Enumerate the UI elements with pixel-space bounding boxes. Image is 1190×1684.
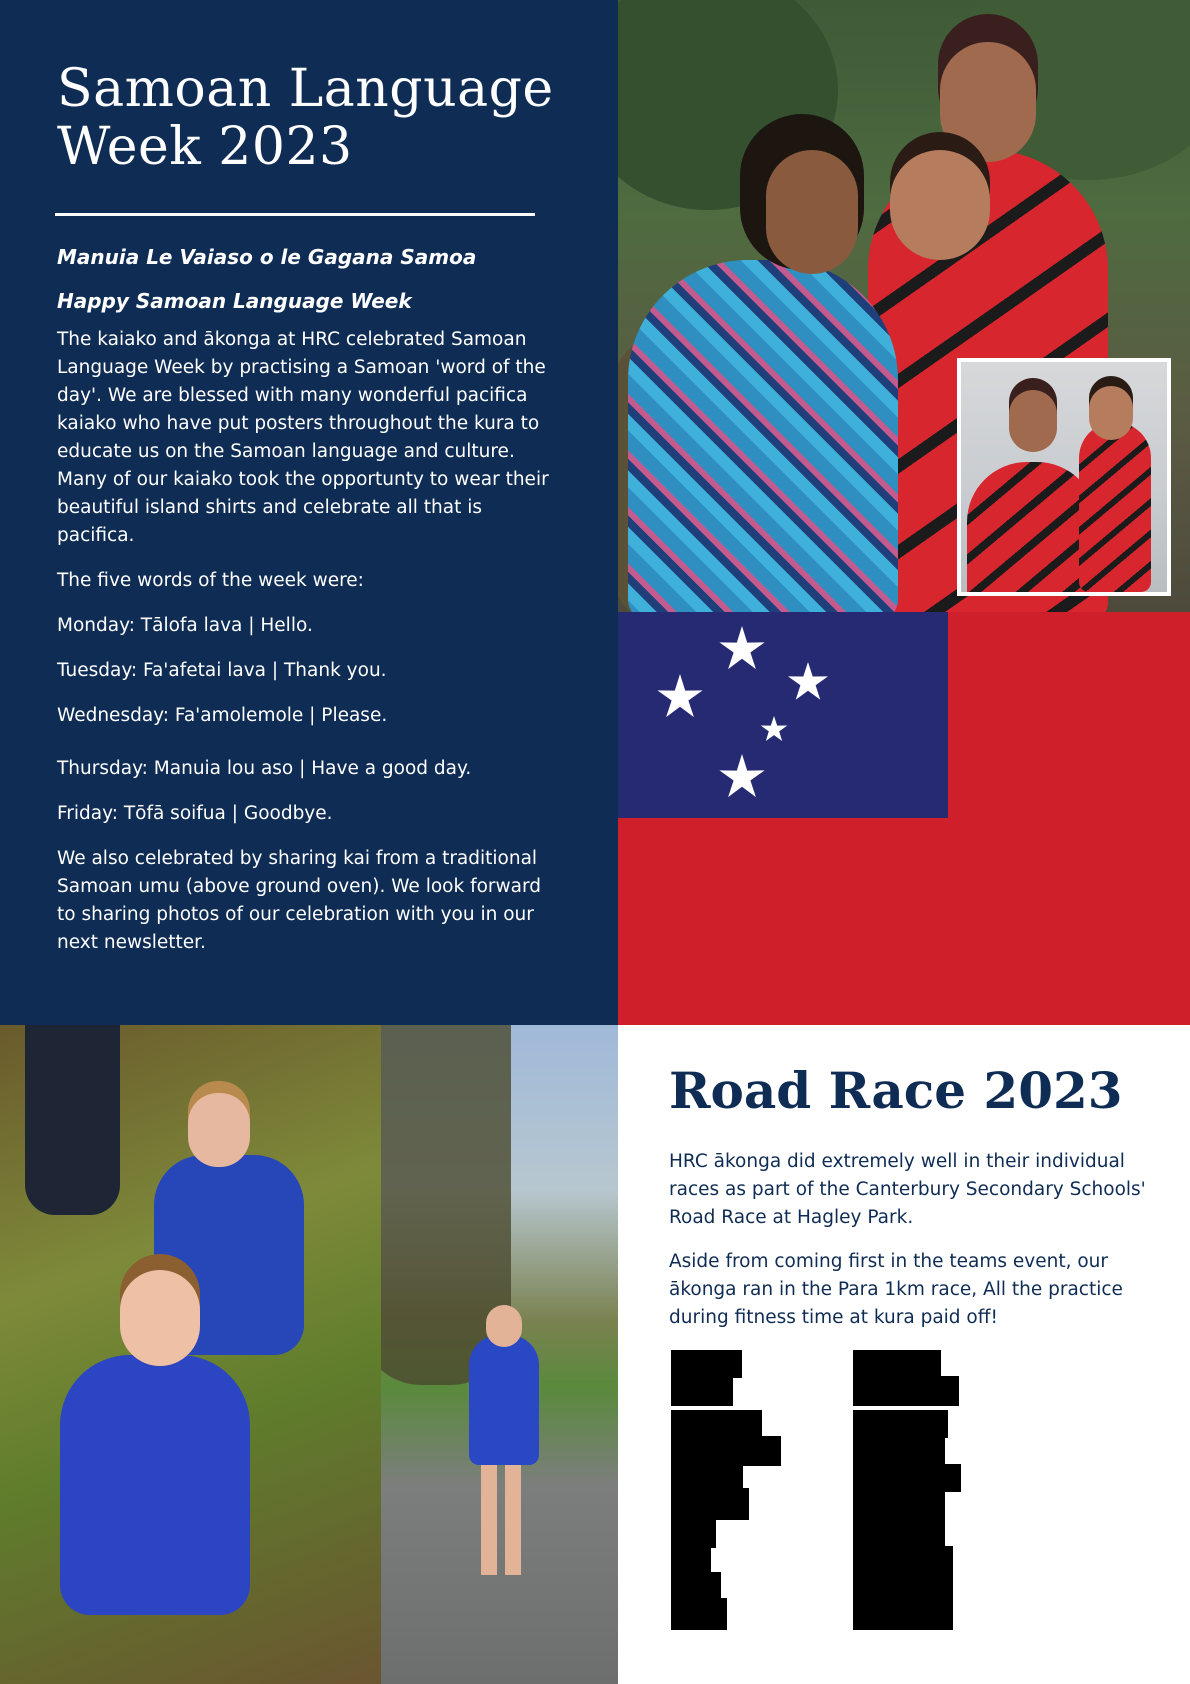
students-sitting-photo bbox=[0, 1025, 381, 1684]
child-face bbox=[890, 150, 990, 260]
road-race-paragraph-2: Aside from coming first in the teams event, our ākonga ran in the Para 1km race, All the practice during fitness time at kura paid off! bbox=[669, 1251, 1123, 1328]
student-face bbox=[120, 1270, 200, 1366]
star-icon bbox=[788, 662, 828, 700]
day-tuesday: Tuesday: Fa'afetai lava | Thank you. bbox=[57, 660, 387, 681]
road-race-title: Road Race 2023 bbox=[669, 1061, 1123, 1120]
day-friday: Friday: Tōfā soifua | Goodbye. bbox=[57, 803, 333, 824]
inset-photo bbox=[957, 358, 1171, 596]
day-wednesday: Wednesday: Fa'amolemole | Please. bbox=[57, 705, 388, 726]
subtitle-english: Happy Samoan Language Week bbox=[57, 289, 412, 313]
samoan-week-body bbox=[57, 244, 557, 974]
intro-paragraph: The kaiako and ākonga at HRC celebrated Samoan Language Week by practising a Samoan 'word of the day'. We are blessed with many wonderful pacifica kaiako who have put posters throughout the kura to educate us on the Samoan language and culture. Many of our kaiako took the opportunty to wear their beautiful island shirts and celebrate all that is pacifica. bbox=[57, 329, 549, 546]
student-running-photo bbox=[381, 1025, 618, 1684]
woman-blue-dress bbox=[628, 260, 898, 612]
samoan-flag bbox=[618, 612, 1190, 1025]
road-race-body bbox=[669, 1148, 1164, 1348]
closing-paragraph: We also celebrated by sharing kai from a traditional Samoan umu (above ground oven). We look forward to sharing photos of our celebration with you in our next newsletter. bbox=[57, 848, 541, 953]
words-heading: The five words of the week were: bbox=[57, 570, 364, 591]
runner-body bbox=[469, 1335, 539, 1465]
samoan-language-week-panel bbox=[0, 0, 618, 1025]
star-icon bbox=[657, 674, 702, 717]
day-monday: Monday: Tālofa lava | Hello. bbox=[57, 615, 313, 636]
star-icon bbox=[719, 626, 764, 669]
runner-face bbox=[486, 1305, 522, 1347]
samoan-week-title: Samoan Language Week 2023 bbox=[57, 59, 554, 177]
standing-legs bbox=[25, 1025, 120, 1215]
student-sitting bbox=[60, 1355, 250, 1615]
inset-woman-face bbox=[1009, 390, 1057, 452]
star-icon bbox=[761, 716, 788, 741]
student-face bbox=[188, 1093, 250, 1167]
inset-child-face bbox=[1089, 386, 1133, 440]
inset-woman bbox=[967, 462, 1097, 596]
southern-cross-stars bbox=[618, 612, 948, 818]
day-thursday: Thursday: Manuia lou aso | Have a good day. bbox=[57, 758, 472, 779]
road-race-paragraph-1: HRC ākonga did extremely well in their individual races as part of the Canterbury Secondary Schools' Road Race at Hagley Park. bbox=[669, 1151, 1146, 1228]
woman-face bbox=[766, 150, 858, 274]
subtitle-samoan: Manuia Le Vaiaso o le Gagana Samoa bbox=[57, 245, 477, 269]
title-divider bbox=[55, 213, 535, 216]
star-icon bbox=[719, 754, 764, 797]
runner-legs bbox=[481, 1465, 521, 1575]
woman-face bbox=[940, 42, 1036, 162]
inset-child bbox=[1079, 422, 1151, 592]
